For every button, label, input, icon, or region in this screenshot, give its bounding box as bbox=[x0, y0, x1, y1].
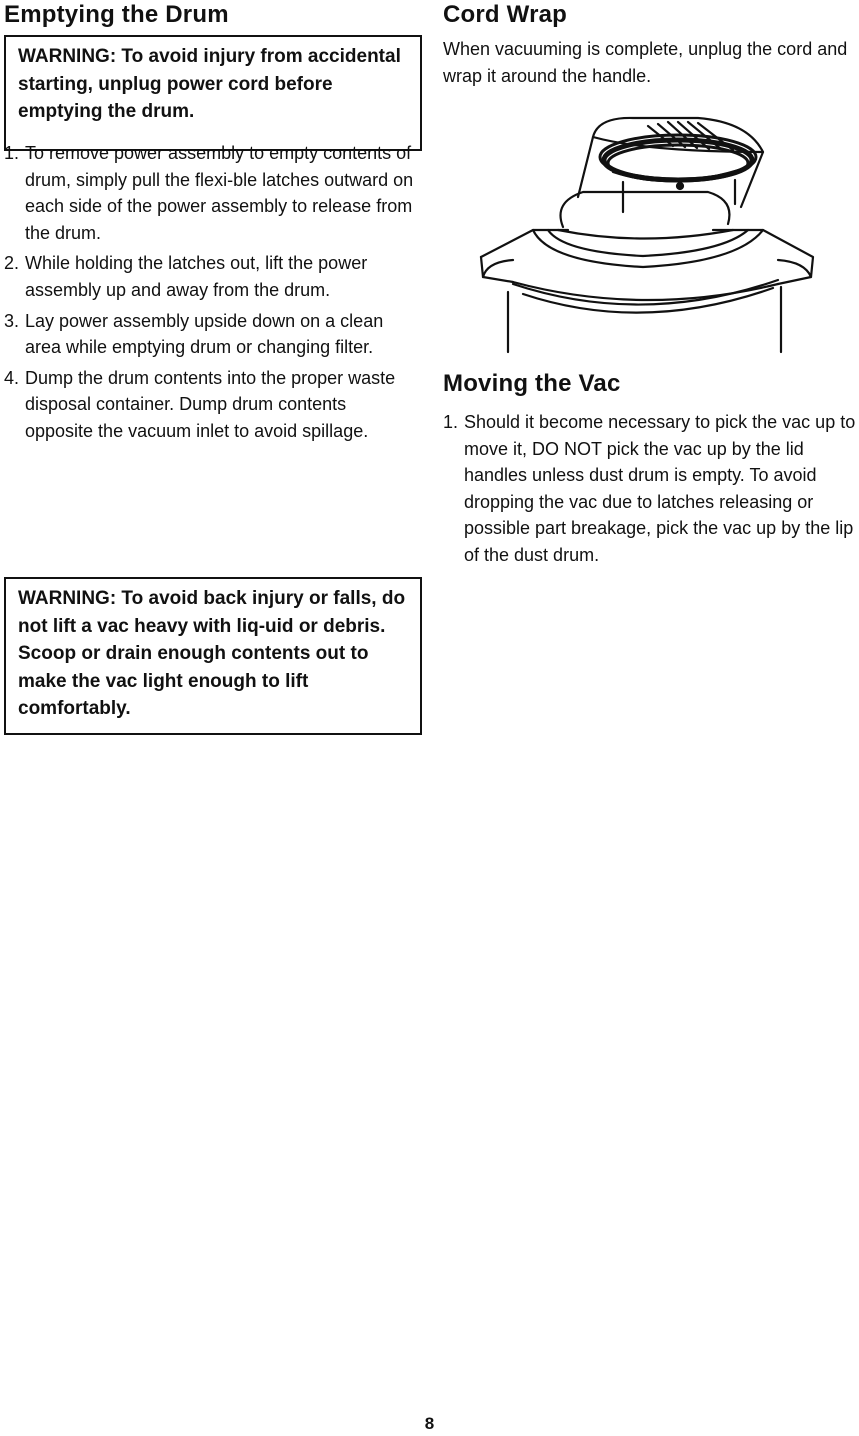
list-item bbox=[4, 140, 418, 246]
step-number: 4. bbox=[4, 367, 20, 388]
step-text: While holding the latches out, lift the power assembly up and away from the drum. bbox=[25, 253, 368, 300]
step-number: 1. bbox=[443, 412, 459, 432]
cord-wrap-text: When vacuuming is complete, unplug the cord and wrap it around the handle. bbox=[443, 39, 848, 86]
page-number: 8 bbox=[424, 1414, 435, 1433]
step-text: Dump the drum contents into the proper waste disposal container. Dump drum contents opposite the vacuum inlet to avoid spillage. bbox=[25, 367, 396, 441]
step-number: 3. bbox=[4, 310, 20, 331]
step-number: 2. bbox=[4, 253, 20, 274]
vacuum-cord-wrap-illustration bbox=[473, 112, 818, 358]
list-item bbox=[443, 409, 857, 569]
step-text: To remove power assembly to empty contents of drum, simply pull the flexi-ble latches outward on each side of the power assembly to release from the drum. bbox=[25, 143, 414, 243]
moving-steps-list bbox=[443, 409, 857, 569]
heading-emptying-drum: Emptying the Drum bbox=[4, 1, 229, 28]
heading-cord-wrap: Cord Wrap bbox=[443, 1, 568, 28]
warning-box-unplug: WARNING: To avoid injury from accidental starting, unplug power cord before emptying the drum. bbox=[4, 35, 422, 151]
left-column bbox=[4, 0, 420, 719]
emptying-steps-list bbox=[4, 140, 418, 449]
step-text: Should it become necessary to pick the vac up to move it, DO NOT pick the vac up by the lid handles unless dust drum is empty. To avoid dropping the vac due to latches releasing or possible part breakage, pick the vac up by the lip of the dust drum. bbox=[464, 412, 856, 565]
warning-box-back-injury: WARNING: To avoid back injury or falls, do not lift a vac heavy with liq-uid or debris. Scoop or drain enough contents out to make the vac light enough to lift comfortably. bbox=[4, 577, 422, 735]
list-item bbox=[4, 308, 418, 361]
heading-moving-vac: Moving the Vac bbox=[443, 370, 621, 397]
right-column bbox=[443, 0, 857, 565]
list-item bbox=[4, 250, 418, 303]
step-text: Lay power assembly upside down on a clean area while emptying drum or changing filter. bbox=[25, 310, 384, 358]
list-item bbox=[4, 365, 418, 445]
step-number: 1. bbox=[4, 143, 20, 163]
